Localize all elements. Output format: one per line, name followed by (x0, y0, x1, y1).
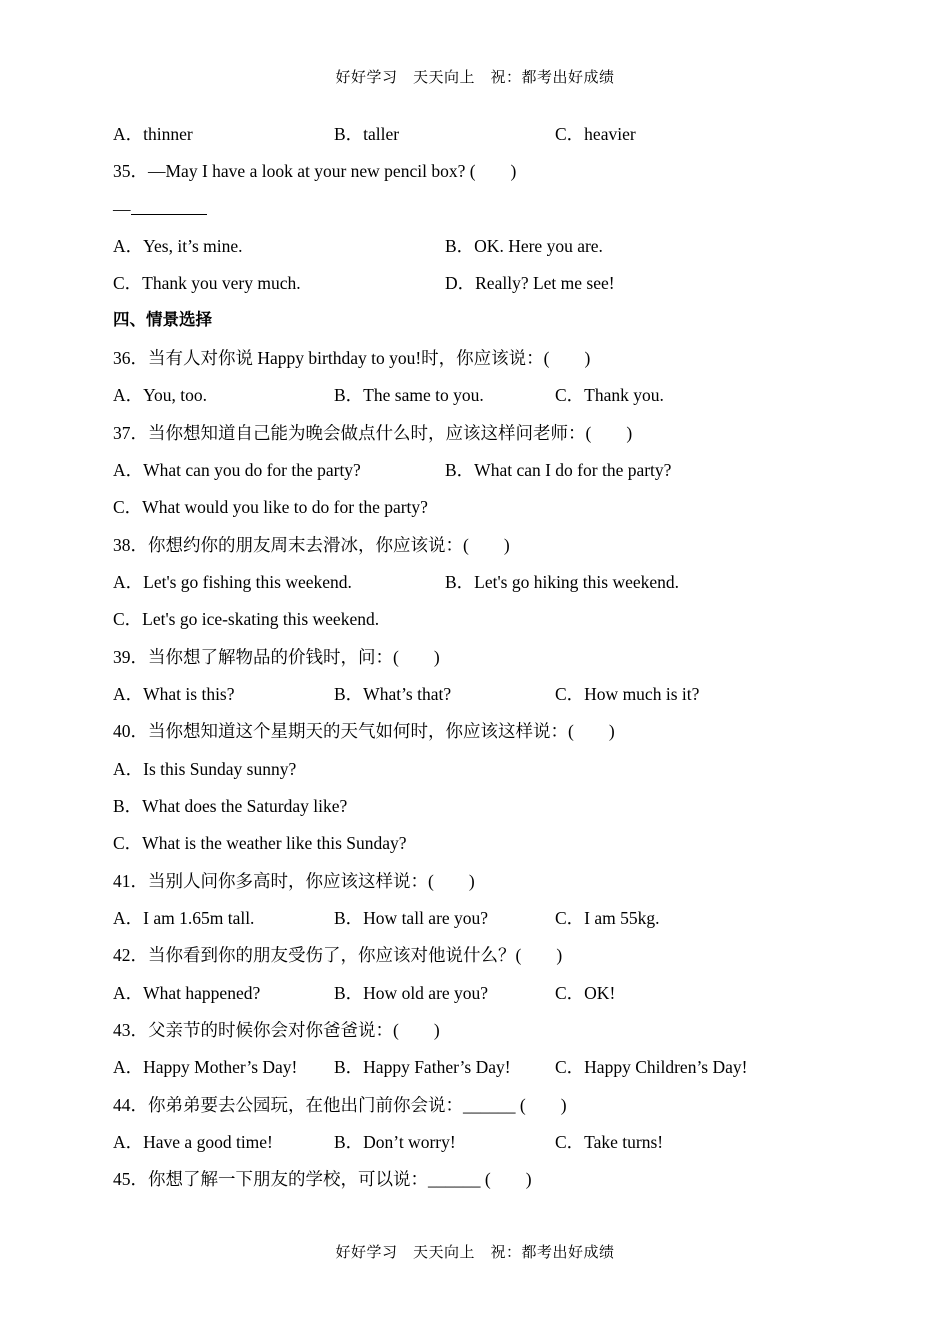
q42-options (113, 980, 813, 1006)
q35-option-d[interactable]: D．Really? Let me see! (445, 273, 615, 293)
q34-option-a[interactable]: A．thinner (113, 124, 193, 144)
q44-option-b[interactable]: B．Don’t worry! (334, 1132, 456, 1152)
q35-option-b[interactable]: B．OK. Here you are. (445, 236, 603, 256)
q44-option-c[interactable]: C．Take turns! (555, 1132, 664, 1152)
q41-option-c[interactable]: C．I am 55kg. (555, 908, 660, 928)
q45-blank[interactable]: ______ (428, 1169, 481, 1189)
page-footer: 好好学习 天天向上 祝：都考出好成绩 (335, 1243, 615, 1261)
q35-options-row1 (113, 233, 813, 259)
q44-stem-text: 44．你弟弟要去公园玩，在他出门前你会说： (113, 1095, 463, 1115)
q45-stem-text: 45．你想了解一下朋友的学校，可以说： (113, 1169, 428, 1189)
q35-option-a[interactable]: A．Yes, it’s mine. (113, 236, 243, 256)
q40-option-c[interactable]: C．What is the weather like this Sunday? (113, 833, 407, 853)
q38-option-b[interactable]: B．Let's go hiking this weekend. (445, 572, 680, 592)
q36-option-c[interactable]: C．Thank you. (555, 385, 664, 405)
q38-stem: 38．你想约你的朋友周末去滑冰，你应该说：( ) (113, 535, 510, 555)
q35-options-row2 (113, 270, 813, 296)
q35-answer-line (113, 196, 207, 222)
q45-stem (113, 1166, 532, 1192)
q37-option-a[interactable]: A．What can you do for the party? (113, 460, 361, 480)
q44-blank[interactable]: ______ (463, 1095, 516, 1115)
q44-options (113, 1129, 813, 1155)
q38-option-c[interactable]: C．Let's go ice-skating this weekend. (113, 609, 380, 629)
q35-stem: 35．—May I have a look at your new pencil box? ( ) (113, 161, 517, 181)
q37-option-c[interactable]: C．What would you like to do for the party? (113, 497, 428, 517)
q36-stem: 36．当有人对你说 Happy birthday to you!时，你应该说：( ) (113, 348, 591, 368)
q38-option-a[interactable]: A．Let's go fishing this weekend. (113, 572, 352, 592)
q43-option-c[interactable]: C．Happy Children’s Day! (555, 1057, 748, 1077)
q44-stem-bracket: ( ) (515, 1095, 567, 1115)
q36-options (113, 382, 813, 408)
q37-option-b[interactable]: B．What can I do for the party? (445, 460, 672, 480)
q42-option-c[interactable]: C．OK! (555, 983, 616, 1003)
q41-stem: 41．当别人问你多高时，你应该这样说：( ) (113, 871, 475, 891)
q40-option-a[interactable]: A．Is this Sunday sunny? (113, 759, 297, 779)
q36-option-a[interactable]: A．You, too. (113, 385, 208, 405)
q41-option-b[interactable]: B．How tall are you? (334, 908, 489, 928)
q44-stem (113, 1092, 567, 1118)
q43-option-a[interactable]: A．Happy Mother’s Day! (113, 1057, 298, 1077)
q36-option-b[interactable]: B．The same to you. (334, 385, 484, 405)
q35-option-c[interactable]: C．Thank you very much. (113, 273, 301, 293)
q43-option-b[interactable]: B．Happy Father’s Day! (334, 1057, 511, 1077)
q39-option-a[interactable]: A．What is this? (113, 684, 235, 704)
q34-option-c[interactable]: C．heavier (555, 124, 636, 144)
q39-option-c[interactable]: C．How much is it? (555, 684, 700, 704)
q42-stem: 42．当你看到你的朋友受伤了，你应该对他说什么？( ) (113, 945, 563, 965)
q38-options-row1 (113, 569, 813, 595)
q37-stem: 37．当你想知道自己能为晚会做点什么时，应该这样问老师：( ) (113, 423, 633, 443)
q43-stem: 43．父亲节的时候你会对你爸爸说：( ) (113, 1020, 440, 1040)
q41-options (113, 905, 813, 931)
q42-option-a[interactable]: A．What happened? (113, 983, 261, 1003)
q43-options (113, 1054, 813, 1080)
q44-option-a[interactable]: A．Have a good time! (113, 1132, 273, 1152)
section-title: 四、情景选择 (113, 310, 212, 329)
q39-options (113, 681, 813, 707)
q40-option-b[interactable]: B．What does the Saturday like? (113, 796, 348, 816)
q40-stem: 40．当你想知道这个星期天的天气如何时，你应该这样说：( ) (113, 721, 615, 741)
q42-option-b[interactable]: B．How old are you? (334, 983, 489, 1003)
q41-option-a[interactable]: A．I am 1.65m tall. (113, 908, 255, 928)
q37-options-row1 (113, 457, 813, 483)
page-header: 好好学习 天天向上 祝：都考出好成绩 (335, 68, 615, 86)
q35-answer-blank[interactable] (131, 197, 207, 215)
q45-stem-bracket: ( ) (480, 1169, 532, 1189)
q35-answer-dash: — (113, 199, 131, 219)
q34-options (113, 121, 813, 147)
q39-stem: 39．当你想了解物品的价钱时，问：( ) (113, 647, 440, 667)
q34-option-b[interactable]: B．taller (334, 124, 400, 144)
q39-option-b[interactable]: B．What’s that? (334, 684, 452, 704)
